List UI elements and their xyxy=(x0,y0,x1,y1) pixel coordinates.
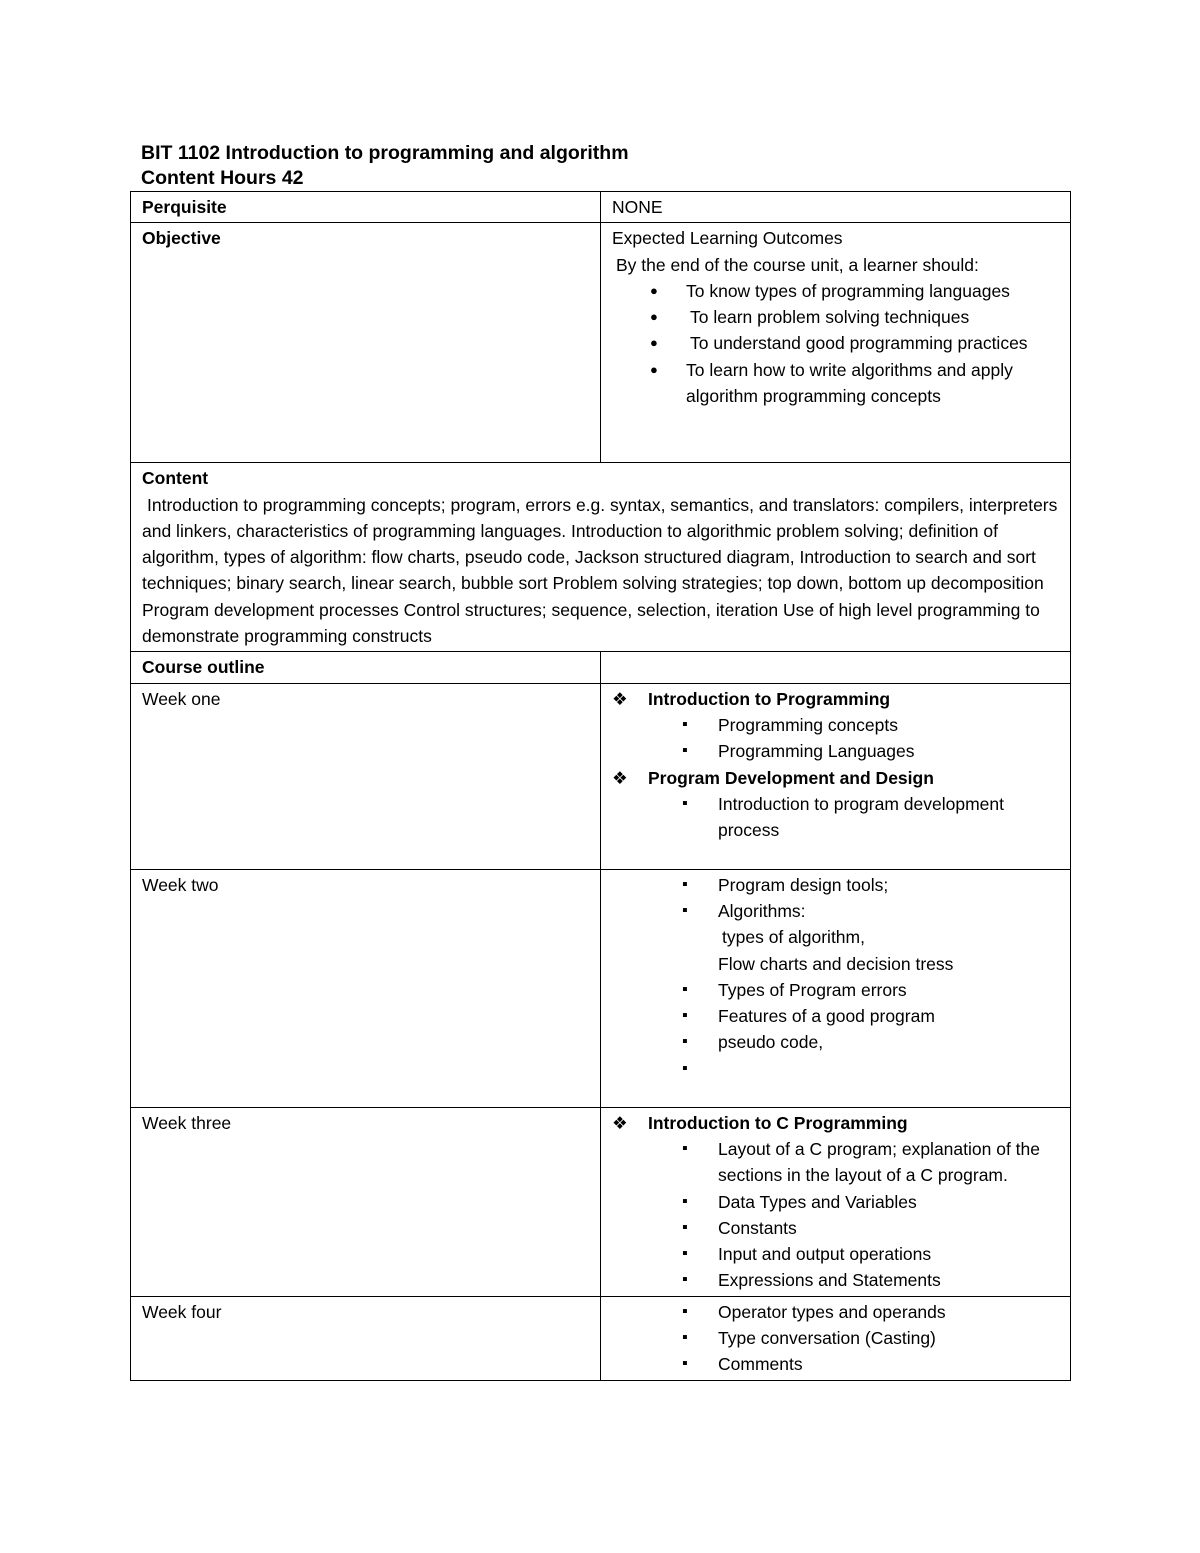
content-row xyxy=(131,463,1071,652)
prerequisite-value: NONE xyxy=(601,192,1071,223)
course-outline-empty xyxy=(601,652,1071,683)
content-text: Introduction to programming concepts; program, errors e.g. syntax, semantics, and translators: compilers, interpreters and linkers, characteristics of programming languages. Introduction to algorithmic problem solving; definition of algorithm, types of algorithm: flow charts, pseudo code, Jackson structured diagram, Introduction to search and sort techniques; binary search, linear search, bubble sort Problem solving strategies; top down, bottom up decomposition Program development processes Control structures; sequence, selection, iteration Use of high level programming to demonstrate programming constructs xyxy=(142,494,1058,647)
course-outline-row xyxy=(131,652,1071,683)
list-item: ▪ Introduction to program development process xyxy=(612,791,1060,844)
course-outline-label: Course outline xyxy=(131,652,601,683)
objective-heading: Expected Learning Outcomes xyxy=(612,228,843,249)
week-four-label: Week four xyxy=(131,1296,601,1380)
sub-item: types of algorithm, xyxy=(722,927,865,948)
topic-list xyxy=(612,872,1060,925)
list-item: ● To know types of programming languages xyxy=(612,278,1060,304)
course-title: BIT 1102 Introduction to programming and algorithm xyxy=(141,142,629,164)
week-four-row xyxy=(131,1296,1071,1380)
topic-list xyxy=(612,977,1060,1082)
content-label: Content xyxy=(142,468,209,489)
list-item: ▪ Features of a good program xyxy=(612,1003,1060,1029)
list-item: ▪ Layout of a C program; explanation of the sections in the layout of a C program. xyxy=(612,1136,1060,1189)
week-three-topics xyxy=(601,1107,1071,1296)
objective-list xyxy=(612,278,1060,409)
week-three-label: Week three xyxy=(131,1107,601,1296)
prerequisite-row xyxy=(131,192,1071,223)
list-item: ▪ Algorithms: xyxy=(612,898,1060,924)
week-one-label: Week one xyxy=(131,683,601,869)
objective-cell xyxy=(601,223,1071,463)
prerequisite-label: Perquisite xyxy=(131,192,601,223)
week-one-row xyxy=(131,683,1071,869)
content-hours: Content Hours 42 xyxy=(141,167,304,189)
document-header xyxy=(141,141,629,191)
week-two-row xyxy=(131,869,1071,1107)
list-item: ▪ Constants xyxy=(612,1215,1060,1241)
week-four-topics xyxy=(601,1296,1071,1380)
topic-list xyxy=(612,1136,1060,1294)
list-item xyxy=(612,1056,1060,1082)
list-item: ▪ Input and output operations xyxy=(612,1241,1060,1267)
objective-label: Objective xyxy=(131,223,601,463)
list-item: ▪ pseudo code, xyxy=(612,1029,1060,1055)
list-item: ▪ Comments xyxy=(612,1351,1060,1377)
objective-row xyxy=(131,223,1071,463)
course-table xyxy=(130,191,1071,1381)
list-item: ▪ Data Types and Variables xyxy=(612,1189,1060,1215)
list-item: ▪ Expressions and Statements xyxy=(612,1267,1060,1293)
week-three-row xyxy=(131,1107,1071,1296)
objective-intro: By the end of the course unit, a learner should: xyxy=(616,254,979,275)
list-item: ▪ Types of Program errors xyxy=(612,977,1060,1003)
list-item: ▪ Program design tools; xyxy=(612,872,1060,898)
content-cell xyxy=(131,463,1071,652)
week-one-topics xyxy=(601,683,1071,869)
topic-heading: ❖ Introduction to Programming xyxy=(612,686,1060,712)
list-item: ▪ Type conversation (Casting) xyxy=(612,1325,1060,1351)
topic-list xyxy=(612,791,1060,844)
list-item: ● To learn how to write algorithms and apply algorithm programming concepts xyxy=(612,357,1060,410)
list-item: ▪ Operator types and operands xyxy=(612,1299,1060,1325)
topic-list xyxy=(612,712,1060,765)
list-item: ▪ Programming Languages xyxy=(612,738,1060,764)
week-two-topics xyxy=(601,869,1071,1107)
list-item: ● To learn problem solving techniques xyxy=(612,304,1060,330)
list-item: ● To understand good programming practices xyxy=(612,330,1060,356)
list-item: ▪ Programming concepts xyxy=(612,712,1060,738)
topic-heading: ❖ Introduction to C Programming xyxy=(612,1110,1060,1136)
sub-item: Flow charts and decision tress xyxy=(718,953,954,974)
topic-list xyxy=(612,1299,1060,1378)
week-two-label: Week two xyxy=(131,869,601,1107)
topic-heading: ❖ Program Development and Design xyxy=(612,765,1060,791)
